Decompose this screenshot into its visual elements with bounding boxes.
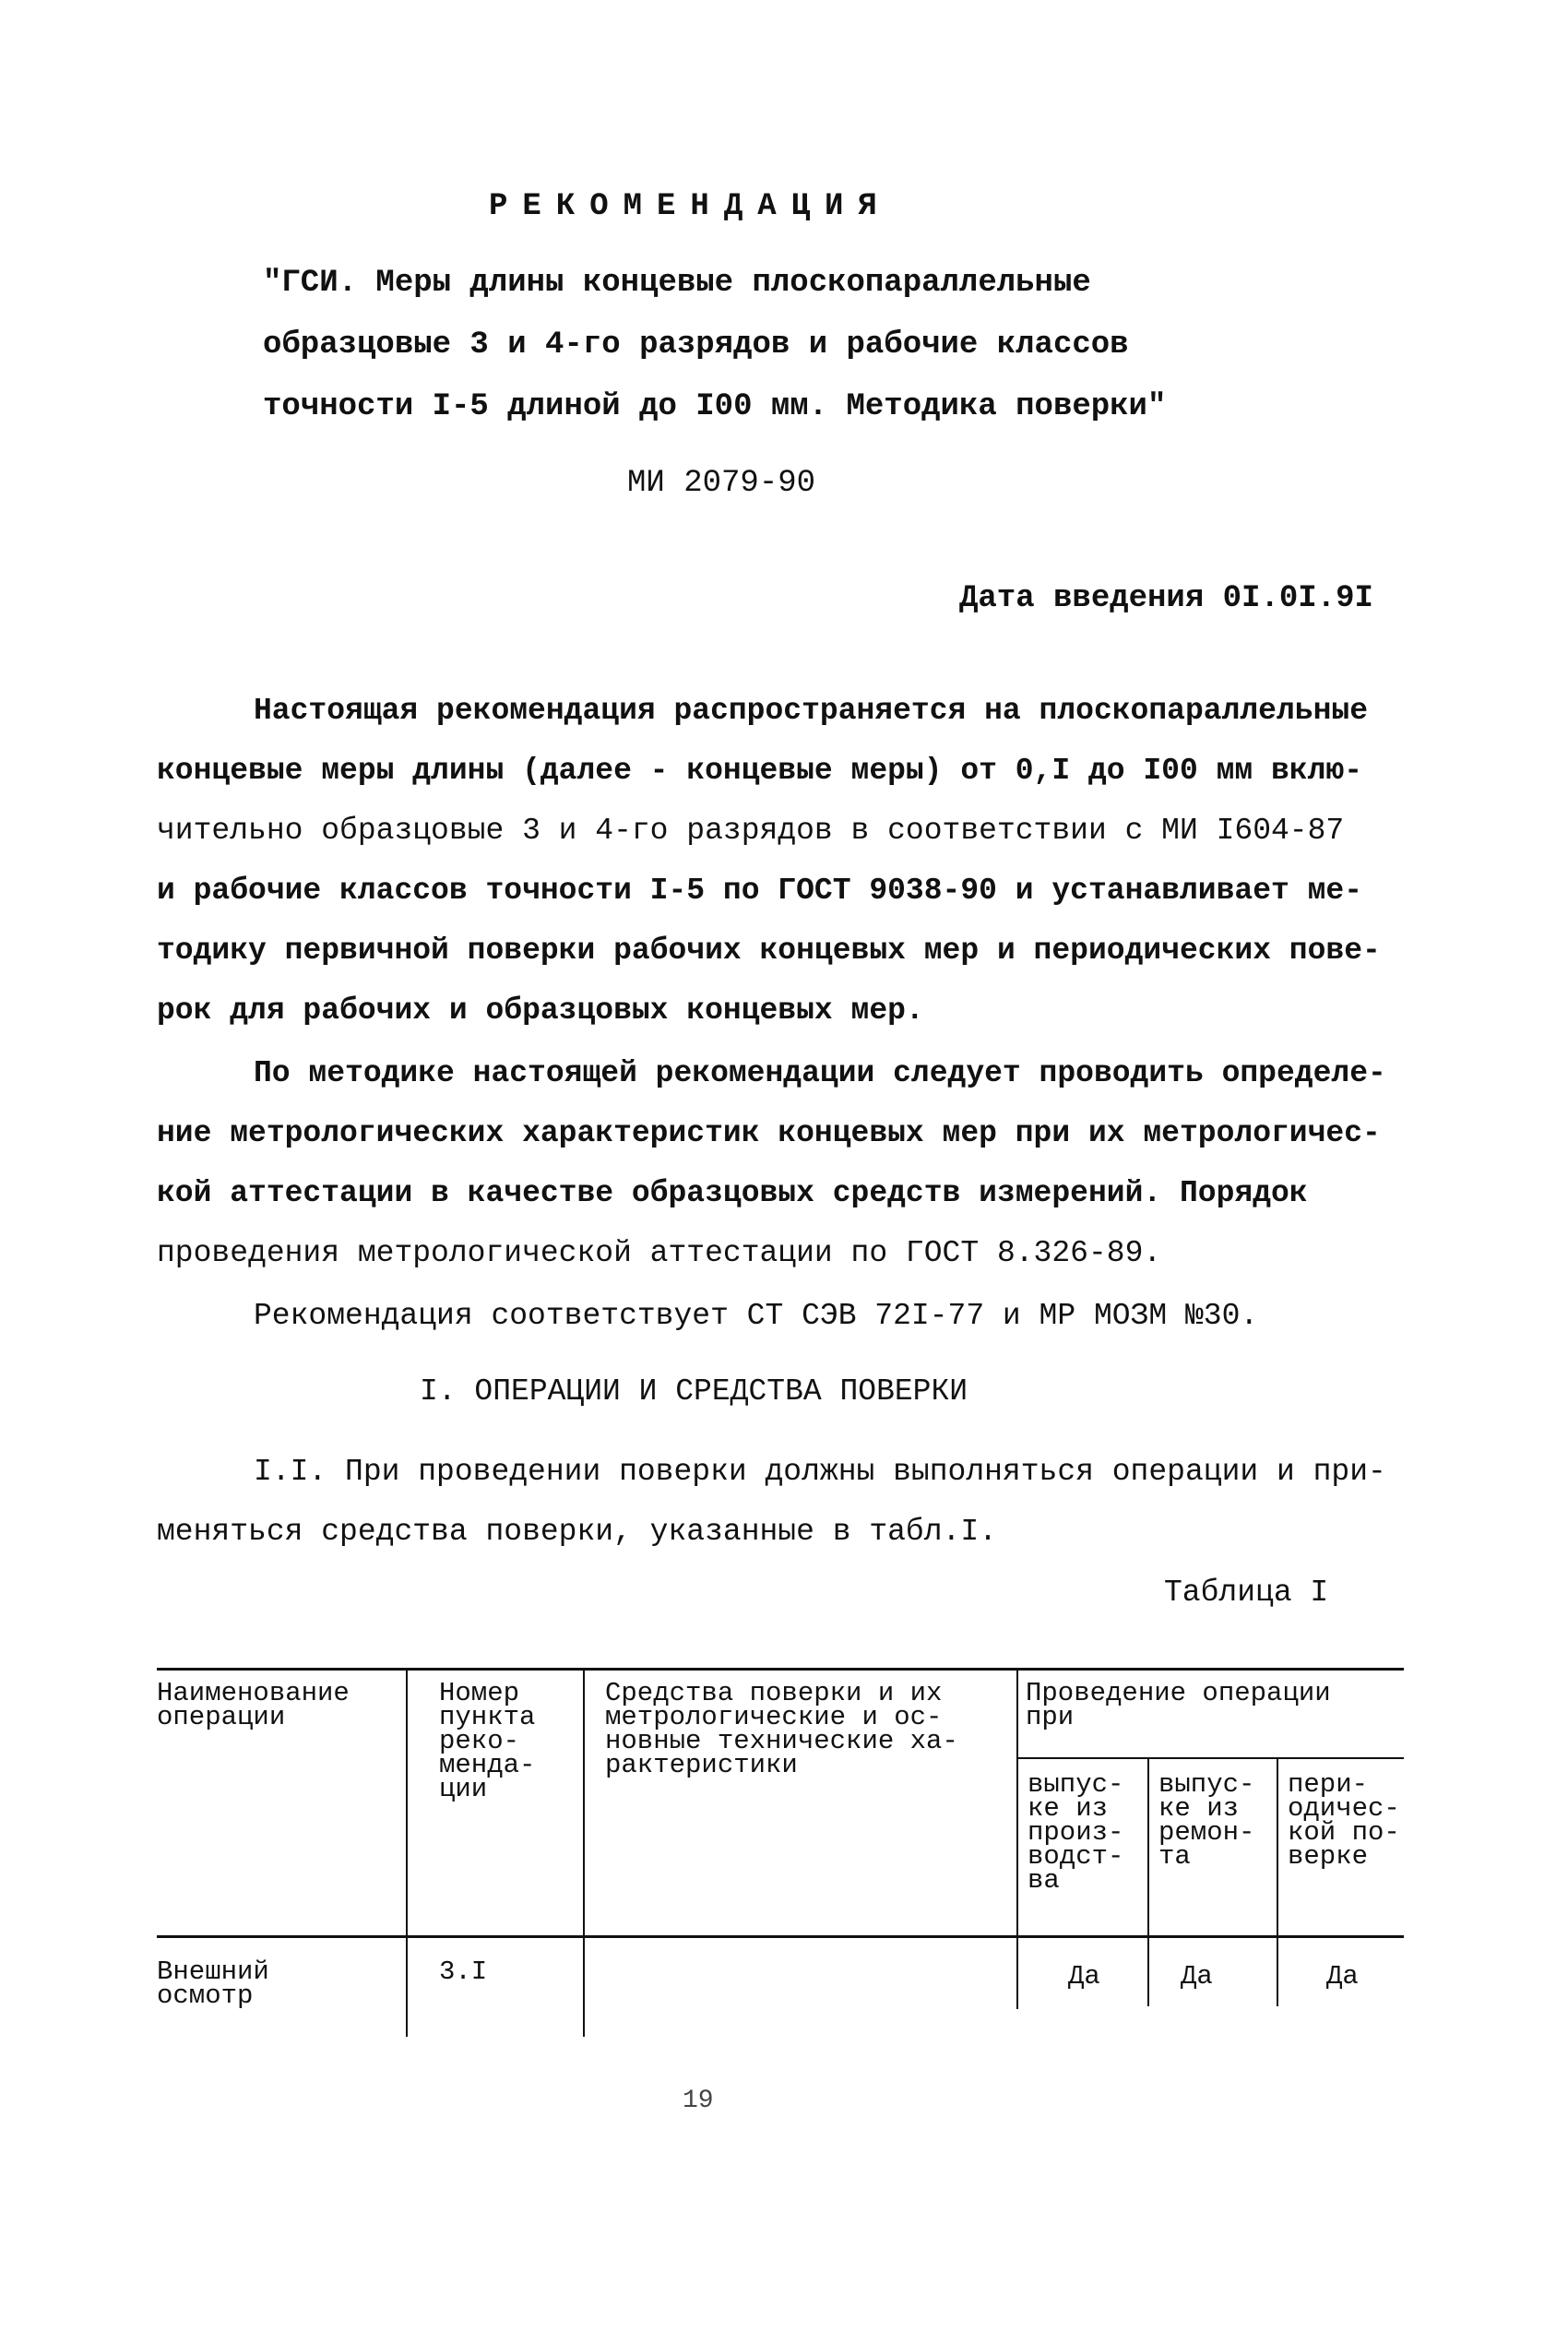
row-point-number: 3.I bbox=[439, 1956, 488, 1987]
paragraph1-line: тодику первичной поверки рабочих концевых мер и периодических пове- bbox=[157, 934, 1381, 968]
subtitle-line-3: точности I-5 длиной до I00 мм. Методика поверки" bbox=[263, 389, 1167, 424]
document-number: МИ 2079-90 bbox=[627, 466, 816, 501]
header-verification-means: Средства поверки и их метрологические и ос- новные технические ха- рактеристики bbox=[605, 1678, 958, 1780]
paragraph4-line: меняться средства поверки, указанные в табл.I. bbox=[157, 1515, 997, 1549]
paragraph2-line: кой аттестации в качестве образцовых средств измерений. Порядок bbox=[157, 1176, 1308, 1210]
table-group-rule bbox=[1016, 1757, 1404, 1759]
paragraph1-line: рок для рабочих и образцовых концевых мер. bbox=[157, 993, 924, 1028]
subtitle-line-2: образцовые 3 и 4-го разрядов и рабочие классов bbox=[263, 327, 1129, 363]
header-periodic-check: пери- одичес- кой по- верке bbox=[1288, 1769, 1400, 1872]
paragraph1-line: и рабочие классов точности I-5 по ГОСТ 9038-90 и устанавливает ме- bbox=[157, 874, 1363, 908]
header-release-production: выпус- ке из произ- водст- ва bbox=[1028, 1769, 1124, 1896]
table-col-divider bbox=[583, 1668, 585, 2037]
header-operation-group: Проведение операции при bbox=[1026, 1678, 1331, 1732]
table-col-divider bbox=[1277, 1757, 1278, 2006]
paragraph1-line: концевые меры длины (далее - концевые меры) от 0,I до I00 мм вклю- bbox=[157, 754, 1363, 788]
paragraph2-line: проведения метрологической аттестации по ГОСТ 8.326-89. bbox=[157, 1236, 1162, 1270]
table-header-bottom-rule bbox=[157, 1935, 1404, 1938]
section-heading: I. ОПЕРАЦИИ И СРЕДСТВА ПОВЕРКИ bbox=[420, 1374, 968, 1409]
introduction-date: Дата введения 0I.0I.9I bbox=[959, 581, 1373, 616]
header-operation-name: Наименование операции bbox=[157, 1678, 350, 1732]
paragraph2-line: По методике настоящей рекомендации следует проводить определе- bbox=[254, 1056, 1386, 1090]
table-col-divider bbox=[406, 1668, 408, 2037]
row-periodic-check: Да bbox=[1326, 1961, 1359, 1992]
paragraph1-line: Настоящая рекомендация распространяется на плоскопараллельные bbox=[254, 694, 1368, 728]
table-top-rule bbox=[157, 1668, 1404, 1671]
header-release-repair: выпус- ке из ремон- та bbox=[1158, 1769, 1255, 1872]
paragraph2-line: ние метрологических характеристик концевых мер при их метрологичес- bbox=[157, 1116, 1381, 1150]
table-col-divider bbox=[1016, 1668, 1018, 2009]
table-col-divider bbox=[1147, 1757, 1149, 2006]
row-operation-name: Внешний осмотр bbox=[157, 1956, 269, 2011]
table-caption: Таблица I bbox=[1164, 1576, 1329, 1610]
paragraph3: Рекомендация соответствует СТ СЭВ 72I-77 и МР МОЗМ №30. bbox=[254, 1299, 1259, 1333]
paragraph1-line: чительно образцовые 3 и 4-го разрядов в соответствии с МИ I604-87 bbox=[157, 814, 1345, 848]
page-number: 19 bbox=[683, 2087, 714, 2115]
row-release-production: Да bbox=[1068, 1961, 1100, 1992]
paragraph4-line: I.I. При проведении поверки должны выполняться операции и при- bbox=[254, 1455, 1386, 1489]
row-release-repair: Да bbox=[1181, 1961, 1213, 1992]
document-title: РЕКОМЕНДАЦИЯ bbox=[489, 189, 892, 224]
subtitle-line-1: "ГСИ. Меры длины концевые плоскопараллельные bbox=[263, 266, 1091, 301]
header-point-number: Номер пункта реко- менда- ции bbox=[439, 1678, 536, 1804]
